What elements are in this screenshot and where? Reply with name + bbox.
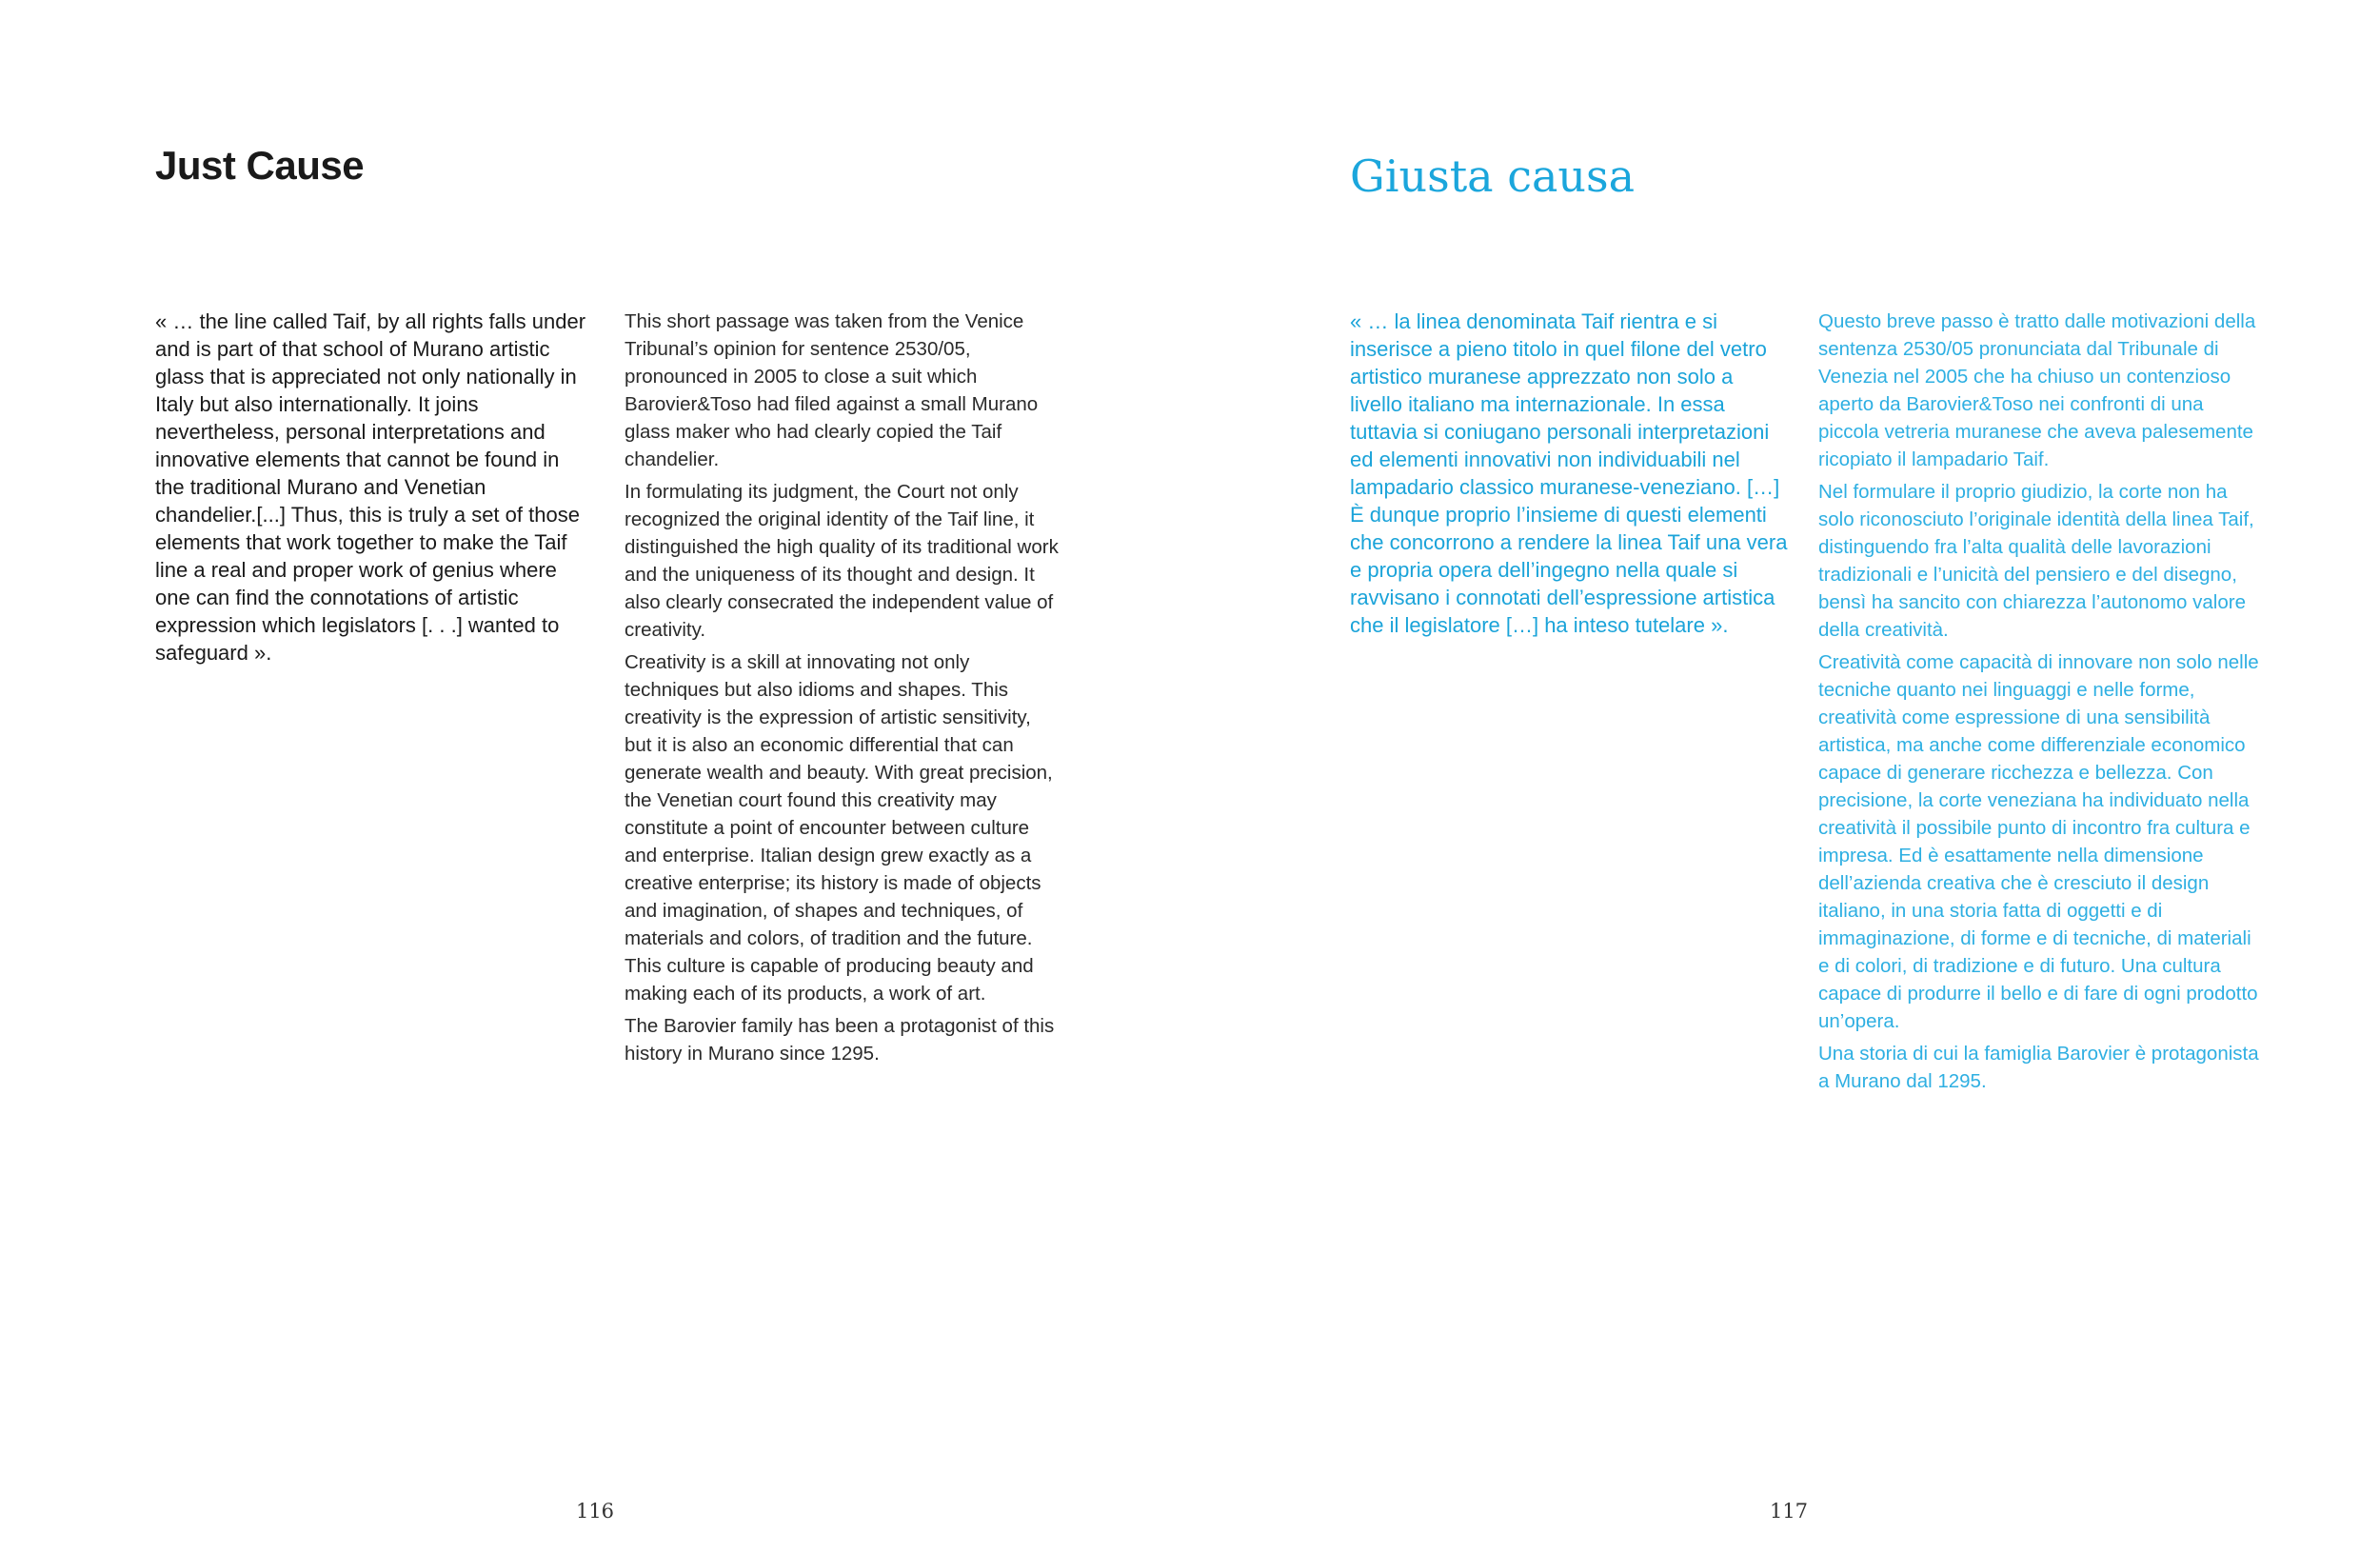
paragraph-en-2: In formulating its judgment, the Court not only recognized the original identity of the Taif line, it distinguished the high quality of its traditional work and the uniqueness of its thought and design. It also clearly consecrated the independent value of creativity. bbox=[625, 481, 1059, 641]
paragraph-en-3: Creativity is a skill at innovating not only techniques but also idioms and shapes. This creativity is the expression of artistic sensitivity, but it is also an economic differential that can generate wealth and beauty. With great precision, the Venetian court found this creativity may constitute a point of encounter between culture and enterprise. Italian design grew exactly as a creative enterprise; its history is made of objects and imagination, of shapes and techniques, of materials and colors, of tradition and the future. This culture is capable of producing beauty and making each of its products, a work of art. bbox=[625, 651, 1053, 1005]
paragraph-it-3: Creatività come capacità di innovare non solo nelle tecniche quanto nei linguaggi e nelle forme, creatività come espressione di una sensibilità artistica, ma anche come differenziale economico capace di generare ricchezza e bellezza. Con precisione, la corte veneziana ha individuato nella creatività il possibile punto di incontro fra cultura e impresa. Ed è esattamente nella dimensione dell’azienda creativa che è cresciuto il design italiano, in una storia fatta di oggetti e di immaginazione, di forme e di tecniche, di materiali e di colori, di tradizione e di futuro. Una cultura capace di produrre il bello e di fare di ogni prodotto un’opera. bbox=[1818, 651, 2259, 1032]
paragraph-en-4: The Barovier family has been a protagonist of this history in Murano since 1295. bbox=[625, 1015, 1055, 1065]
quote-column-en bbox=[155, 308, 588, 671]
quote-column-it bbox=[1350, 308, 1788, 644]
quote-text-it: « … la linea denominata Taif rientra e si inserisce a pieno titolo in quel filone del vetro artistico muranese apprezzato non solo a livello italiano ma internazionale. In essa tuttavia si coniugano personali interpretazioni ed elementi innovativi non individuabili nel lampadario classico muranese-veneziano. […] È dunque proprio l’insieme di questi elementi che concorrono a rendere la linea Taif una vera e propria opera dell’ingegno nella quale si ravvisano i connotati dell’espressione artistica che il legislatore […] ha inteso tutelare ». bbox=[1350, 309, 1788, 637]
paragraph-it-4: Una storia di cui la famiglia Barovier è protagonista a Murano dal 1295. bbox=[1818, 1043, 2259, 1092]
page-number-left: 116 bbox=[575, 1500, 615, 1523]
paragraph-it-1: Questo breve passo è tratto dalle motivazioni della sentenza 2530/05 pronunciata dal Tribunale di Venezia nel 2005 che ha chiuso un contenzioso aperto da Barovier&Toso nei confronti di una piccola vetreria muranese che aveva palesemente ricopiato il lampadario Taif. bbox=[1818, 310, 2256, 470]
right-page bbox=[1190, 0, 2380, 1553]
quote-text-en: « … the line called Taif, by all rights falls under and is part of that school of Murano artistic glass that is appreciated not only nationally in Italy but also internationally. It joins nevertheless, personal interpretations and innovative elements that cannot be found in the traditional Murano and Venetian chandelier.[...] Thus, this is truly a set of those elements that work together to make the Taif line a real and proper work of genius where one can find the connotations of artistic expression which legislators [. . .] wanted to safeguard ». bbox=[155, 309, 586, 665]
body-column-en bbox=[625, 308, 1062, 1072]
body-column-it bbox=[1818, 308, 2266, 1100]
paragraph-en-1: This short passage was taken from the Venice Tribunal’s opinion for sentence 2530/05, pronounced in 2005 to close a suit which Barovier&Toso had filed against a small Murano glass maker who had clearly copied the Taif chandelier. bbox=[625, 310, 1039, 470]
page-number-right: 117 bbox=[1769, 1500, 1809, 1523]
page-title-en: Just Cause bbox=[155, 143, 365, 188]
page-title-it: Giusta causa bbox=[1350, 150, 1636, 202]
paragraph-it-2: Nel formulare il proprio giudizio, la corte non ha solo riconosciuto l’originale identità della linea Taif, distinguendo fra l’alta qualità delle lavorazioni tradizionali e l’unicità del pensiero e del disegno, bensì ha sancito con chiarezza l’autonomo valore della creatività. bbox=[1818, 481, 2254, 641]
